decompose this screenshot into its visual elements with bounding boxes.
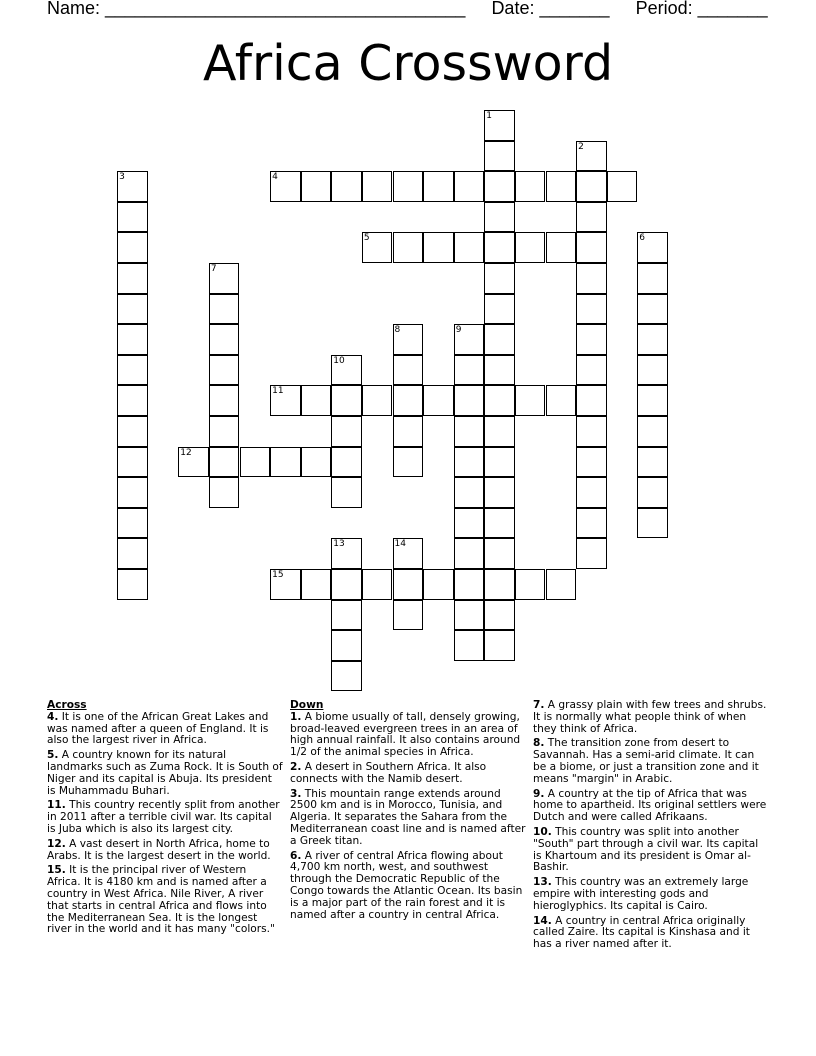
clue-item-text: The transition zone from desert to Savannah. Has a semi-arid climate. It can be a biome, or just a transition zone and it means "margin" in Arabic. (533, 737, 759, 785)
clue-item (533, 789, 769, 824)
grid-cell[interactable] (576, 385, 607, 416)
grid-cell[interactable] (637, 324, 668, 355)
clue-number: 8 (394, 325, 401, 336)
grid-cell[interactable] (484, 538, 515, 569)
clue-item (47, 865, 283, 936)
period-field[interactable]: Period: _______ (635, 0, 768, 18)
clue-item-number: 12. (47, 837, 66, 850)
grid-cell[interactable] (423, 385, 454, 416)
grid-cell[interactable] (454, 232, 485, 263)
clue-item-number: 11. (47, 799, 66, 812)
clue-item-text: A desert in Southern Africa. It also connects with the Namib desert. (290, 760, 487, 785)
clue-item-text: A country in central Africa originally called Zaire. Its capital is Kinshasa and it has a river named after it. (533, 914, 750, 951)
clue-item (290, 789, 526, 848)
grid-cell[interactable] (484, 508, 515, 539)
grid-cell[interactable] (117, 355, 148, 386)
grid-cell[interactable] (576, 202, 607, 233)
grid-cell[interactable] (117, 324, 148, 355)
grid-cell[interactable] (576, 324, 607, 355)
name-field[interactable]: Name: ____________________________________ (47, 0, 466, 18)
grid-cell[interactable] (331, 447, 362, 478)
grid-cell[interactable] (393, 600, 424, 631)
grid-cell[interactable] (454, 416, 485, 447)
clue-item-text: It is the principal river of Western Africa. It is 4180 km and is named after a country in West Africa. Nile River, A river that starts in central Africa and flows into the Mediterranean Sea. It is the longest river in the world and it has many "colors." (47, 864, 275, 936)
grid-cell[interactable] (576, 294, 607, 325)
grid-cell[interactable] (331, 661, 362, 692)
grid-cell[interactable] (484, 202, 515, 233)
clue-item-number: 13. (533, 876, 552, 889)
clue-item-number: 1. (290, 710, 302, 723)
clue-item-text: A biome usually of tall, densely growing, broad-leaved evergreen trees in an area of high annual rainfall. It also contains around 1/2 of the animal species in Africa. (290, 710, 521, 759)
grid-cell[interactable] (484, 569, 515, 600)
clue-number: 5 (363, 233, 370, 244)
grid-cell[interactable] (484, 447, 515, 478)
clue-number: 10 (333, 355, 345, 366)
clue-item-text: A country known for its natural landmarks such as Zuma Rock. It is South of Niger and its capital is Abuja. Its president is Muhammadu Buhari. (47, 749, 283, 797)
grid-cell[interactable] (454, 600, 485, 631)
grid-cell[interactable] (209, 294, 240, 325)
grid-cell[interactable] (515, 569, 546, 600)
clue-item (290, 851, 526, 922)
grid-cell[interactable] (484, 385, 515, 416)
grid-cell[interactable] (454, 171, 485, 202)
grid-cell[interactable] (393, 171, 424, 202)
grid-cell[interactable] (515, 232, 546, 263)
clue-item (47, 839, 283, 863)
grid-cell[interactable] (301, 447, 332, 478)
clue-item-number: 4. (47, 710, 59, 723)
grid-cell[interactable] (484, 416, 515, 447)
grid-cell[interactable] (484, 477, 515, 508)
clue-number: 15 (272, 570, 284, 580)
clue-item-text: This country was an extremely large empire with interesting gods and hieroglyphics. Its capital is Cairo. (533, 876, 749, 912)
clue-item (47, 750, 283, 797)
grid-cell[interactable] (576, 447, 607, 478)
grid-cell[interactable] (117, 538, 148, 569)
clue-item (533, 700, 769, 735)
grid-cell[interactable] (454, 538, 485, 569)
grid-cell[interactable] (209, 324, 240, 355)
grid-cell[interactable] (637, 385, 668, 416)
grid-cell[interactable] (454, 385, 485, 416)
grid-cell[interactable] (209, 447, 240, 478)
grid-cell[interactable] (331, 171, 362, 202)
grid-cell[interactable] (484, 171, 515, 202)
clue-item-number: 7. (533, 699, 545, 711)
clue-number: 4 (272, 172, 278, 183)
grid-cell[interactable] (546, 569, 577, 600)
grid-cell[interactable] (454, 569, 485, 600)
clue-item-text: A country at the tip of Africa that was home to apartheid. Its original settlers were Dutch and were called Afrikaans. (533, 787, 767, 824)
clue-item-number: 2. (290, 760, 302, 773)
across-clues (47, 700, 283, 939)
clue-item (533, 738, 769, 785)
grid-cell[interactable] (454, 630, 485, 661)
grid-cell[interactable] (484, 294, 515, 325)
grid-cell[interactable] (484, 324, 515, 355)
grid-cell[interactable] (454, 355, 485, 386)
down-heading: Down (290, 699, 324, 711)
grid-cell[interactable] (117, 385, 148, 416)
grid-cell[interactable] (362, 385, 393, 416)
clue-item-number: 5. (47, 749, 59, 762)
grid-cell[interactable] (331, 416, 362, 447)
grid-cell[interactable] (393, 447, 424, 478)
clue-item-text: This country recently split from another in 2011 after a terrible civil war. Its capital is Juba which is also its largest city. (47, 799, 280, 835)
grid-cell[interactable] (546, 385, 577, 416)
grid-cell[interactable] (393, 232, 424, 263)
grid-cell[interactable] (270, 447, 301, 478)
clue-number: 12 (180, 447, 192, 458)
clue-number: 6 (639, 233, 646, 244)
grid-cell[interactable] (576, 263, 607, 294)
grid-cell[interactable] (240, 447, 271, 478)
clue-number: 9 (455, 325, 462, 336)
grid-cell[interactable] (117, 263, 148, 294)
clue-number: 2 (578, 141, 584, 152)
clue-item (533, 877, 769, 912)
grid-cell[interactable] (117, 508, 148, 539)
clue-item-text: This mountain range extends around 2500 km and is in Morocco, Tunisia, and Algeria. It separates the Sahara from the Mediterranean coast line and is named after a Greek titan. (290, 787, 526, 847)
grid-cell[interactable] (117, 447, 148, 478)
grid-cell[interactable] (117, 477, 148, 508)
grid-cell[interactable] (393, 385, 424, 416)
date-field[interactable]: Date: _______ (491, 0, 610, 18)
clue-item (533, 916, 769, 951)
clue-item-text: A river of central Africa flowing about 4,700 km north, west, and southwest through the Democratic Republic of the Congo towards the Atlantic Ocean. Its basin is a major part of the rain forest and it is named after a country in central Africa. (290, 849, 523, 921)
grid-cell[interactable] (331, 477, 362, 508)
clue-item (533, 827, 769, 874)
grid-cell[interactable] (393, 569, 424, 600)
clue-item-number: 9. (533, 787, 545, 800)
clue-number: 7 (210, 264, 217, 274)
grid-cell[interactable] (515, 385, 546, 416)
grid-cell[interactable] (331, 630, 362, 661)
clue-item-number: 3. (290, 787, 302, 800)
grid-cell[interactable] (637, 508, 668, 539)
grid-cell[interactable] (362, 171, 393, 202)
grid-cell[interactable] (637, 447, 668, 478)
grid-cell[interactable] (117, 569, 148, 600)
grid-cell[interactable] (637, 416, 668, 447)
clue-item (47, 712, 283, 747)
grid-cell[interactable] (576, 355, 607, 386)
grid-cell[interactable] (546, 232, 577, 263)
clue-item-number: 15. (47, 864, 66, 877)
grid-cell[interactable] (484, 355, 515, 386)
grid-cell[interactable] (484, 232, 515, 263)
grid-cell[interactable] (484, 630, 515, 661)
grid-cell[interactable] (637, 263, 668, 294)
clue-item-text: A vast desert in North Africa, home to Arabs. It is the largest desert in the world. (47, 837, 271, 862)
clue-item-text: It is one of the African Great Lakes and was named after a queen of England. It is also the largest river in Africa. (47, 710, 269, 747)
grid-cell[interactable] (423, 569, 454, 600)
clue-number: 13 (333, 539, 345, 550)
clue-item-number: 10. (533, 825, 552, 838)
grid-cell[interactable] (576, 416, 607, 447)
grid-cell[interactable] (546, 171, 577, 202)
grid-cell[interactable] (117, 294, 148, 325)
grid-cell[interactable] (117, 202, 148, 233)
grid-cell[interactable] (515, 171, 546, 202)
grid-cell[interactable] (301, 171, 332, 202)
page-title: Africa Crossword (202, 35, 614, 92)
grid-cell[interactable] (423, 232, 454, 263)
grid-cell[interactable] (301, 385, 332, 416)
clue-number: 14 (394, 539, 406, 550)
grid-cell[interactable] (454, 447, 485, 478)
grid-cell[interactable] (576, 477, 607, 508)
across-heading: Across (47, 699, 87, 711)
grid-cell[interactable] (576, 538, 607, 569)
clue-item-number: 14. (533, 914, 552, 927)
clue-number: 3 (119, 172, 125, 183)
grid-cell[interactable] (117, 232, 148, 263)
down-clues (290, 700, 526, 924)
grid-cell[interactable] (209, 355, 240, 386)
grid-cell[interactable] (117, 416, 148, 447)
down-clues-continued (533, 700, 769, 954)
grid-cell[interactable] (484, 141, 515, 172)
clue-item (290, 762, 526, 786)
grid-cell[interactable] (209, 477, 240, 508)
grid-cell[interactable] (576, 232, 607, 263)
grid-cell[interactable] (331, 569, 362, 600)
grid-cell[interactable] (637, 355, 668, 386)
grid-cell[interactable] (484, 600, 515, 631)
grid-cell[interactable] (393, 416, 424, 447)
grid-cell[interactable] (454, 508, 485, 539)
clue-item-text: This country was split into another "South" part through a civil war. Its capital is Khartoum and its president is Omar al-Bashir. (533, 825, 759, 874)
grid-cell[interactable] (637, 294, 668, 325)
clue-item (47, 800, 283, 835)
clue-item-number: 6. (290, 849, 302, 862)
grid-cell[interactable] (637, 477, 668, 508)
grid-cell[interactable] (576, 171, 607, 202)
grid-cell[interactable] (484, 263, 515, 294)
grid-cell[interactable] (362, 569, 393, 600)
clue-item-number: 8. (533, 737, 545, 750)
grid-cell[interactable] (331, 385, 362, 416)
clue-item (290, 712, 526, 759)
clue-number: 1 (486, 111, 493, 121)
grid-cell[interactable] (209, 385, 240, 416)
grid-cell[interactable] (393, 355, 424, 386)
grid-cell[interactable] (576, 508, 607, 539)
clue-number: 11 (272, 386, 284, 397)
grid-cell[interactable] (301, 569, 332, 600)
grid-cell[interactable] (454, 477, 485, 508)
grid-cell[interactable] (423, 171, 454, 202)
grid-cell[interactable] (331, 600, 362, 631)
clue-item-text: A grassy plain with few trees and shrubs. It is normally what people think of when they think of Africa. (533, 699, 767, 735)
grid-cell[interactable] (209, 416, 240, 447)
grid-cell[interactable] (607, 171, 638, 202)
